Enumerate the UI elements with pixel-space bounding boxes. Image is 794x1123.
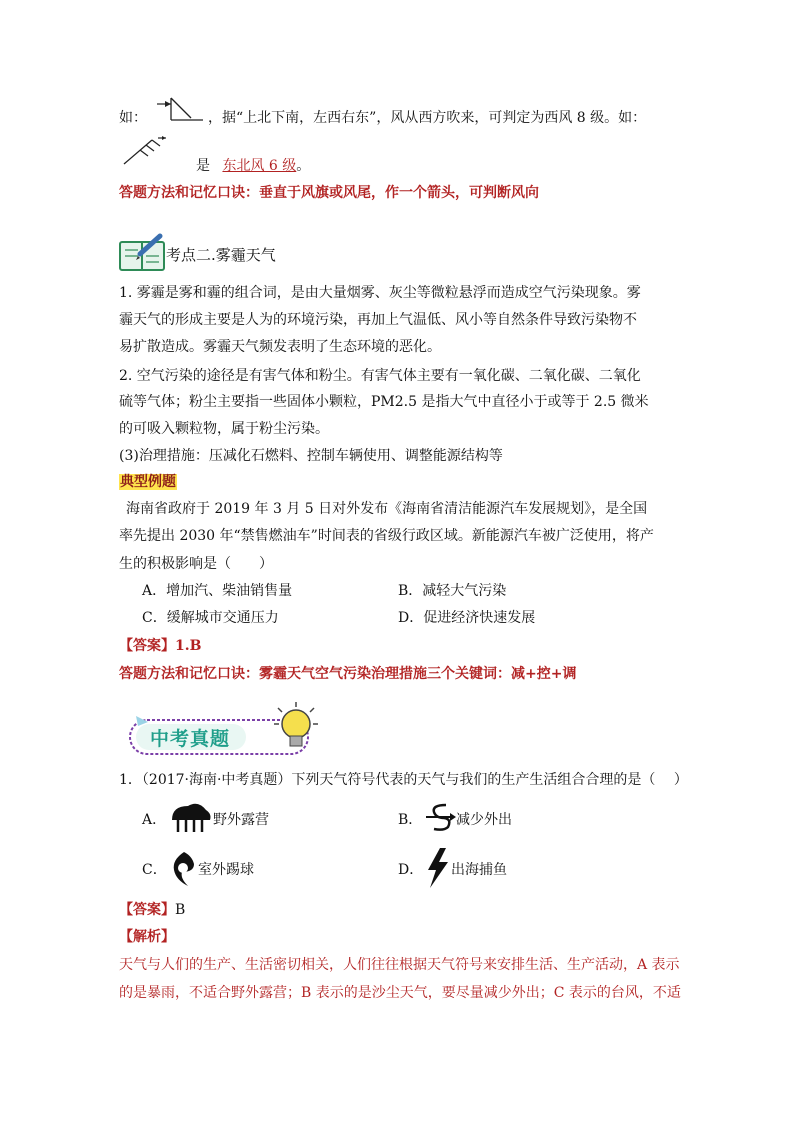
section2-p2-line3: 的可吸入颗粒物，属于粉尘污染。 xyxy=(119,421,329,437)
badge-label: 中考真题 xyxy=(150,728,231,750)
zhongkao-badge xyxy=(126,712,322,758)
zk-answer-label: 【答案】 xyxy=(119,902,175,918)
zk-option-b-letter: B． xyxy=(398,812,423,828)
west-wind-symbol-icon xyxy=(155,96,205,124)
section2-p1-line3: 易扩散造成。雾霾天气频发表明了生态环境的恶化。 xyxy=(119,339,441,355)
lightbulb-icon xyxy=(272,698,328,758)
wind-tip: 答题方法和记忆口诀：垂直于风旗或风尾，作一个箭头，可判断风向 xyxy=(119,185,539,201)
wind-answer-line xyxy=(196,156,310,176)
lightning-icon xyxy=(424,848,450,888)
zk-option-c-text: 室外踢球 xyxy=(198,862,254,878)
zk-option-b-text: 减少外出 xyxy=(456,812,512,828)
book-pencil-icon xyxy=(118,232,168,272)
section2-p2-line2: 硫等气体；粉尘主要指一些固体小颗粒，PM2.5 是指大气中直径小于或等于 2.5 微米 xyxy=(119,394,649,410)
typical-option-a: A．增加汽、柴油销售量 xyxy=(142,583,293,599)
wind-example-text: ，据“上北下南，左西右东”，风从西方吹来，可判定为西风 8 级。如： xyxy=(208,110,647,126)
typical-option-c: C．缓解城市交通压力 xyxy=(142,610,279,626)
typical-label: 典型例题 xyxy=(120,474,176,490)
zk-analysis-line1: 天气与人们的生产、生活密切相关，人们往往根据天气符号来安排生活、生产活动，A 表示 xyxy=(119,957,680,973)
zk-analysis-label: 【解析】 xyxy=(119,929,175,945)
typical-q-line3: 生的积极影响是（ ） xyxy=(119,556,273,572)
section2-p1-line2: 霾天气的形成主要是人为的环境污染，再加上气温低、风小等自然条件导致污染物不 xyxy=(119,312,637,328)
typical-option-b: B．减轻大气污染 xyxy=(398,583,507,599)
wind-answer-suffix: 。 xyxy=(296,158,311,174)
rainstorm-icon xyxy=(170,800,212,834)
sandstorm-icon xyxy=(426,802,456,832)
wind-answer-prefix: 是 xyxy=(196,158,210,174)
typical-label-row xyxy=(119,472,177,492)
typhoon-icon xyxy=(168,850,198,888)
zk-answer-value: B xyxy=(175,902,186,918)
wind-answer: 东北风 6 级 xyxy=(222,158,297,174)
section2-p1-line1: 1. 雾霾是雾和霾的组合词，是由大量烟雾、灰尘等微粒悬浮而造成空气污染现象。雾 xyxy=(119,285,641,301)
zk-option-d-text: 出海捕鱼 xyxy=(451,862,507,878)
zhongkao-q1: 1．（2017·海南·中考真题）下列天气符号代表的天气与我们的生产生活组合合理的是（ ） xyxy=(119,772,688,788)
zk-option-a-letter: A． xyxy=(142,812,167,828)
zk-option-a-text: 野外露营 xyxy=(213,812,269,828)
typical-tip: 答题方法和记忆口诀：雾霾天气空气污染治理措施三个关键词：减+控+调 xyxy=(119,666,577,682)
zk-analysis-line2: 的是暴雨，不适合野外露营；B 表示的是沙尘天气，要尽量减少外出；C 表示的台风，不适 xyxy=(119,985,681,1001)
section2-p3: (3)治理措施：压减化石燃料、控制车辆使用、调整能源结构等 xyxy=(119,448,503,464)
wind-prefix: 如： xyxy=(119,110,147,126)
typical-answer: 【答案】1.B xyxy=(119,638,202,654)
typical-q-line2: 率先提出 2030 年“禁售燃油车”时间表的省级行政区域。新能源汽车被广泛使用，将产 xyxy=(119,528,654,544)
section2-title: 考点二.雾霾天气 xyxy=(166,246,276,264)
zk-option-d-letter: D． xyxy=(398,862,424,878)
section2-p2-line1: 2. 空气污染的途径是有害气体和粉尘。有害气体主要有一氧化碳、二氧化碳、二氧化 xyxy=(119,368,641,384)
zk-answer-row xyxy=(119,900,185,920)
typical-option-d: D．促进经济快速发展 xyxy=(398,610,536,626)
northeast-wind-symbol-icon xyxy=(120,136,170,168)
zk-option-c-letter: C． xyxy=(142,862,167,878)
wind-example-line-1 xyxy=(119,108,147,128)
typical-q-line1: 海南省政府于 2019 年 3 月 5 日对外发布《海南省清洁能源汽车发展规划》，是全国 xyxy=(126,501,648,517)
